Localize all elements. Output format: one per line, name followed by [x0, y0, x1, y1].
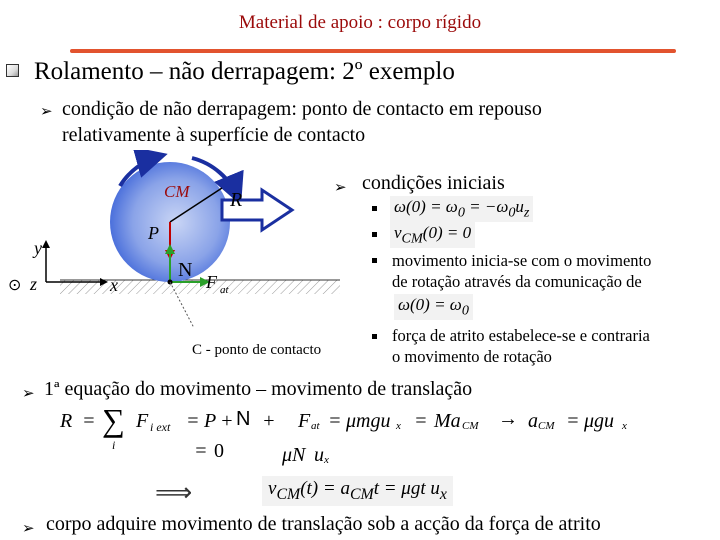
square-bullet-icon [372, 334, 377, 339]
point-nonslip-line2: relativamente à superfície de contacto [62, 124, 366, 146]
initial-conditions-label: condições iniciais [362, 172, 505, 194]
arrow-bullet-icon: ➢ [22, 384, 35, 402]
title-divider [70, 49, 676, 53]
slide-title: Material de apoio : corpo rígido [238, 12, 482, 33]
weight-label: P [148, 223, 159, 243]
translation-equation: R = ∑ i F i ext = P + N + F at = μmgu x = Ma CM → a CM = μgu x = 0 μN u x [60, 402, 627, 466]
velocity-time-equation: $v_{CM}(t) = a_{CM}t = \mu gt$ $u_x$ [262, 476, 453, 506]
eq1-title: 1ª equação do movimento – movimento de translação [44, 378, 473, 400]
x-axis-label: x [110, 275, 118, 295]
arrow-bullet-icon: ➢ [334, 178, 347, 196]
conclusion-text: corpo adquire movimento de translação sob a acção da força de atrito [46, 513, 601, 535]
radius-label: R [230, 189, 243, 211]
arrow-bullet-icon: ➢ [22, 519, 35, 537]
z-axis-label: z [30, 274, 38, 294]
motion-starts-line1: movimento inicia-se com o movimento [392, 251, 652, 270]
y-axis-label: y [34, 238, 42, 258]
cm-label: CM [164, 182, 190, 201]
friction-sub: at [220, 284, 229, 296]
contact-caption: C - ponto de contacto [192, 342, 322, 358]
square-bullet-icon [372, 258, 377, 263]
friction-line1: força de atrito estabelece-se e contraria [392, 326, 650, 345]
checkbox-bullet-icon [6, 64, 19, 77]
friction-line2: o movimento de rotação [392, 347, 552, 366]
point-nonslip-line1: condição de não derrapagem: ponto de contacto em repouso [62, 98, 542, 120]
friction-label: F [206, 272, 217, 292]
slide-heading: Rolamento – não derrapagem: 2º exemplo [34, 58, 455, 85]
z-symbol: ⊙ [8, 277, 22, 294]
implies-arrow-icon: ⟹ [155, 478, 193, 508]
arrow-bullet-icon: ➢ [40, 102, 53, 120]
omega-small-equation: $\omega(0) = \omega_0$ [394, 294, 473, 320]
velocity-initial-equation: $v_{CM}(0) = 0$ [390, 222, 475, 248]
normal-label: N [178, 259, 193, 281]
omega-initial-equation: $\omega(0) = \omega_0 = -\omega_0u_z$ [390, 196, 533, 222]
motion-starts-line2: de rotação através da comunicação de [392, 272, 642, 291]
rolling-ball-diagram [0, 150, 340, 350]
square-bullet-icon [372, 232, 377, 237]
square-bullet-icon [372, 206, 377, 211]
